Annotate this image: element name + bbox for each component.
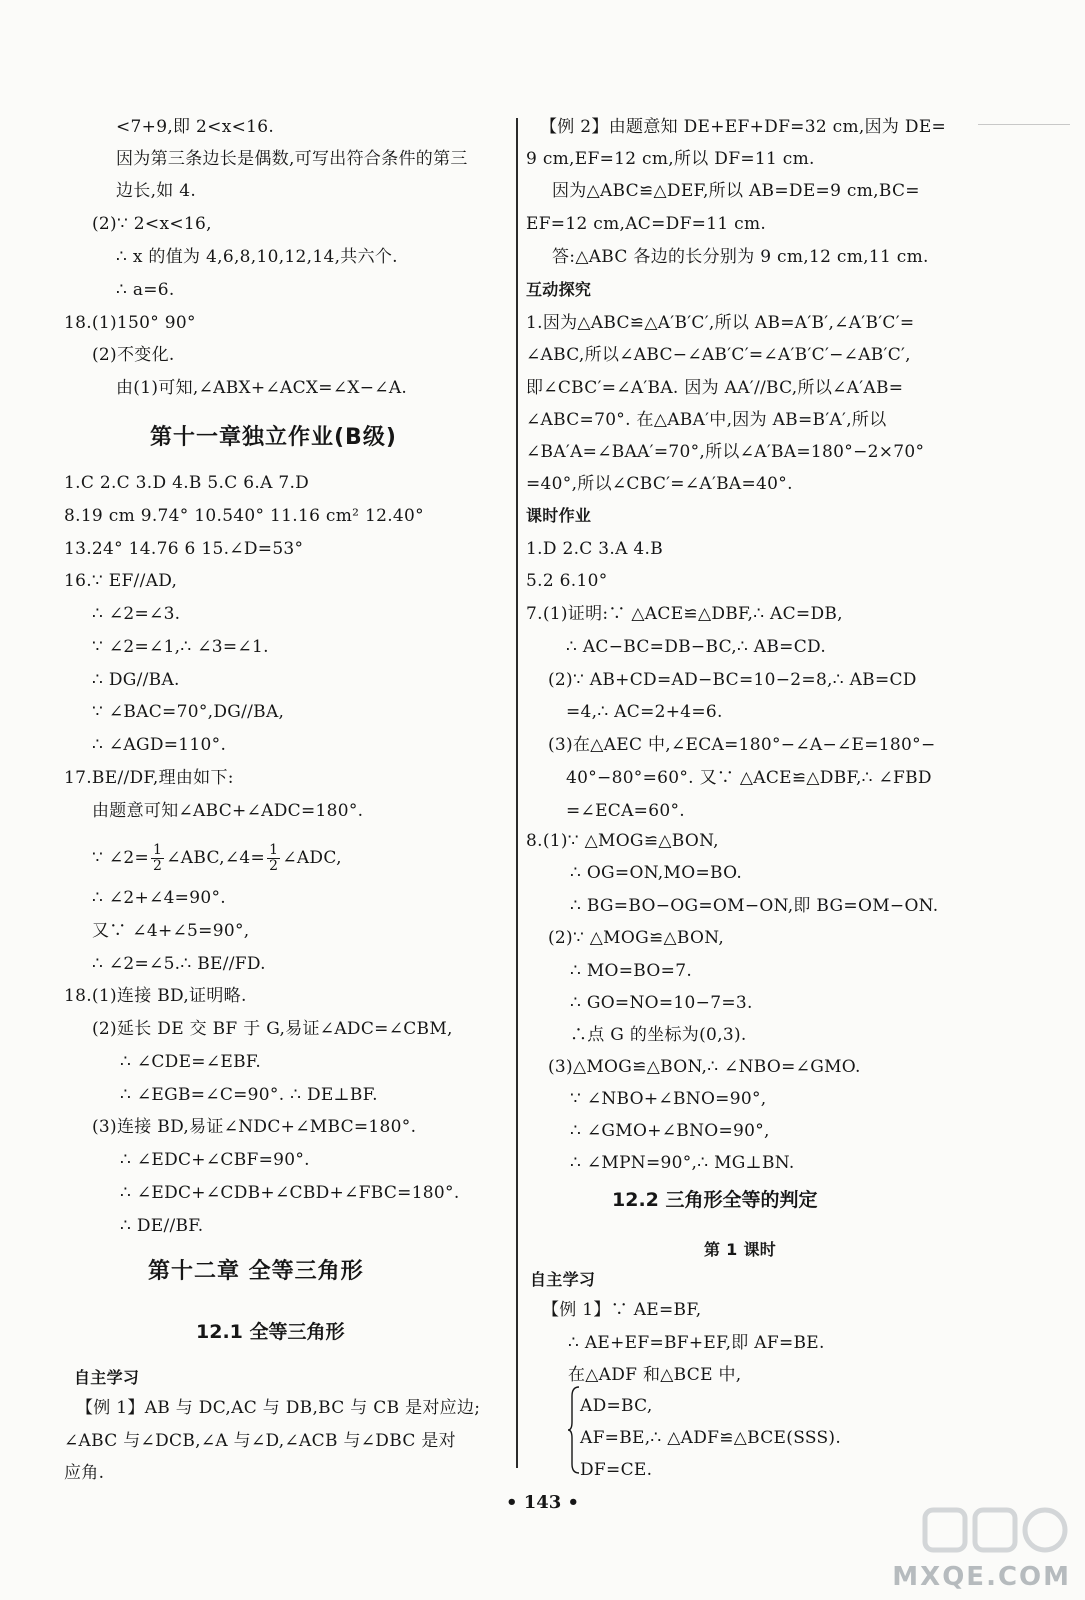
top-rule bbox=[978, 124, 1070, 125]
answer-line: 13.24° 14.76 6 15.∠D=53° bbox=[64, 539, 304, 559]
text-line: 边长,如 4. bbox=[116, 181, 197, 201]
text-line: 7.(1)证明:∵ △ACE≌△DBF,∴ AC=DB, bbox=[526, 604, 843, 624]
text-line: <7+9,即 2<x<16. bbox=[116, 117, 275, 137]
text-line: (2)∵ △MOG≌△BON, bbox=[548, 928, 725, 948]
text-line: 由题意可知∠ABC+∠ADC=180°. bbox=[92, 801, 364, 821]
text-line: ∴ ∠MPN=90°,∴ MG⊥BN. bbox=[570, 1153, 795, 1173]
text-line: 在△ADF 和△BCE 中, bbox=[568, 1365, 742, 1385]
subhead: 自主学习 bbox=[530, 1270, 596, 1289]
text-line: (2)不变化. bbox=[92, 345, 175, 365]
left-brace bbox=[568, 1386, 580, 1474]
text-line: ∴ ∠CDE=∠EBF. bbox=[120, 1052, 262, 1072]
text-line: 16.∵ EF//AD, bbox=[64, 571, 178, 591]
text-line: ∴ ∠2=∠5.∴ BE//FD. bbox=[92, 954, 266, 974]
lesson-title: 第 1 课时 bbox=[704, 1240, 777, 1259]
section-heading: 第十一章独立作业(B级) bbox=[150, 425, 397, 450]
page-number: • 143 • bbox=[505, 1492, 580, 1513]
text-line: 40°−80°=60°. 又∵ △ACE≌△DBF,∴ ∠FBD bbox=[566, 768, 932, 788]
fraction-half: $\frac{1}{2}$ bbox=[269, 842, 279, 874]
text-line: 即∠CBC′=∠A′BA. 因为 AA′//BC,所以∠A′AB= bbox=[526, 378, 904, 398]
text-line: 应角. bbox=[64, 1463, 105, 1483]
section-title: 12.2 三角形全等的判定 bbox=[612, 1189, 818, 1211]
text-line: ∴ MO=BO=7. bbox=[570, 961, 693, 981]
text-line: ∴ ∠GMO+∠BNO=90°, bbox=[570, 1121, 770, 1141]
text-line: ∴ DE//BF. bbox=[120, 1216, 204, 1236]
text-line: EF=12 cm,AC=DF=11 cm. bbox=[526, 214, 767, 234]
chapter-title: 第十二章 全等三角形 bbox=[148, 1259, 364, 1284]
text-line: (2)∵ 2<x<16, bbox=[92, 214, 212, 234]
answer-line: 1.D 2.C 3.A 4.B bbox=[526, 539, 663, 559]
text-line: ∵ ∠2=∠1,∴ ∠3=∠1. bbox=[92, 637, 269, 657]
text-line: AF=BE,∴ △ADF≌△BCE(SSS). bbox=[580, 1428, 842, 1448]
text-line: =40°,所以∠CBC′=∠A′BA=40°. bbox=[526, 474, 793, 494]
subhead: 自主学习 bbox=[74, 1368, 140, 1387]
subhead: 互动探究 bbox=[526, 280, 592, 299]
text-line: ∴ DG//BA. bbox=[92, 670, 180, 690]
text-line: 18.(1)150° 90° bbox=[64, 313, 196, 333]
text-line: ∴ BG=BO−OG=OM−ON,即 BG=OM−ON. bbox=[570, 896, 939, 916]
text-line: ∴ ∠EDC+∠CDB+∠CBD+∠FBC=180°. bbox=[120, 1183, 460, 1203]
answer-line: 8.19 cm 9.74° 10.540° 11.16 cm² 12.40° bbox=[64, 506, 424, 526]
text-line: (2)∵ AB+CD=AD−BC=10−2=8,∴ AB=CD bbox=[548, 670, 917, 690]
text-line: ∠ABC,所以∠ABC−∠AB′C′=∠A′B′C′−∠AB′C′, bbox=[526, 345, 911, 365]
text-line: =4,∴ AC=2+4=6. bbox=[566, 702, 723, 722]
text-line: =∠ECA=60°. bbox=[566, 801, 685, 821]
text-line: 1.因为△ABC≌△A′B′C′,所以 AB=A′B′,∠A′B′C′= bbox=[526, 313, 915, 333]
text-line: (3)在△AEC 中,∠ECA=180°−∠A−∠E=180°− bbox=[548, 735, 936, 755]
text-line: 又∵ ∠4+∠5=90°, bbox=[92, 921, 250, 941]
text-line: ∴ a=6. bbox=[116, 280, 175, 300]
text-line: ∴ x 的值为 4,6,8,10,12,14,共六个. bbox=[116, 247, 398, 267]
text-line: ∴ GO=NO=10−7=3. bbox=[570, 993, 753, 1013]
text-line: ∴ ∠EDC+∠CBF=90°. bbox=[120, 1150, 310, 1170]
text-line: 答:△ABC 各边的长分别为 9 cm,12 cm,11 cm. bbox=[552, 247, 929, 267]
text-line: 17.BE//DF,理由如下: bbox=[64, 768, 234, 788]
text-line: ∠ABC 与∠DCB,∠A 与∠D,∠ACB 与∠DBC 是对 bbox=[64, 1431, 456, 1451]
text-line: ∵ ∠NBO+∠BNO=90°, bbox=[570, 1089, 767, 1109]
text-line: ∴ AC−BC=DB−BC,∴ AB=CD. bbox=[566, 637, 827, 657]
text-line: 【例 1】∵ AE=BF, bbox=[542, 1300, 702, 1320]
text-line: ∴ AE+EF=BF+EF,即 AF=BE. bbox=[568, 1333, 825, 1353]
text-line: ∵ ∠BAC=70°,DG//BA, bbox=[92, 702, 285, 722]
subhead: 课时作业 bbox=[526, 506, 592, 525]
text-line: ∠BA′A=∠BAA′=70°,所以∠A′BA=180°−2×70° bbox=[526, 442, 925, 462]
text-line: (3)△MOG≌△BON,∴ ∠NBO=∠GMO. bbox=[548, 1057, 861, 1077]
text-line: 因为△ABC≌△DEF,所以 AB=DE=9 cm,BC= bbox=[552, 181, 920, 201]
watermark-text: MXQE.COM bbox=[892, 1562, 1071, 1592]
text-line: AD=BC, bbox=[580, 1396, 653, 1416]
answer-line: 5.2 6.10° bbox=[526, 571, 608, 591]
text-line: ∴ ∠2=∠3. bbox=[92, 604, 181, 624]
text-line: 【例 2】由题意知 DE+EF+DF=32 cm,因为 DE= bbox=[540, 117, 947, 137]
text-line: ∠ABC=70°. 在△ABA′中,因为 AB=B′A′,所以 bbox=[526, 410, 887, 430]
text-line: 由(1)可知,∠ABX+∠ACX=∠X−∠A. bbox=[116, 378, 408, 398]
answer-line: 1.C 2.C 3.D 4.B 5.C 6.A 7.D bbox=[64, 473, 310, 493]
text-line: ∴ OG=ON,MO=BO. bbox=[570, 863, 743, 883]
fraction-half: $\frac{1}{2}$ bbox=[153, 842, 163, 874]
section-title: 12.1 全等三角形 bbox=[196, 1321, 345, 1343]
text-line: (3)连接 BD,易证∠NDC+∠MBC=180°. bbox=[92, 1117, 417, 1137]
text-line: ∴ ∠2+∠4=90°. bbox=[92, 888, 226, 908]
text-line: 【例 1】AB 与 DC,AC 与 DB,BC 与 CB 是对应边; bbox=[76, 1398, 481, 1418]
text-line: 18.(1)连接 BD,证明略. bbox=[64, 986, 247, 1006]
text-line: ∴点 G 的坐标为(0,3). bbox=[570, 1025, 747, 1045]
text-line: 8.(1)∵ △MOG≌△BON, bbox=[526, 831, 719, 851]
text-line: 因为第三条边长是偶数,可写出符合条件的第三 bbox=[116, 149, 468, 169]
text-line: ∴ ∠EGB=∠C=90°. ∴ DE⊥BF. bbox=[120, 1085, 378, 1105]
text-line: (2)延长 DE 交 BF 于 G,易证∠ADC=∠CBM, bbox=[92, 1019, 453, 1039]
text-line: ∴ ∠AGD=110°. bbox=[92, 735, 227, 755]
text-line: DF=CE. bbox=[580, 1460, 653, 1480]
column-divider bbox=[516, 118, 518, 1468]
text-line: 9 cm,EF=12 cm,所以 DF=11 cm. bbox=[526, 149, 815, 169]
fraction-line: ∵ ∠2= $\frac{1}{2}$ ∠ABC,∠4= $\frac{1}{2}$ ∠ADC, bbox=[92, 842, 342, 874]
